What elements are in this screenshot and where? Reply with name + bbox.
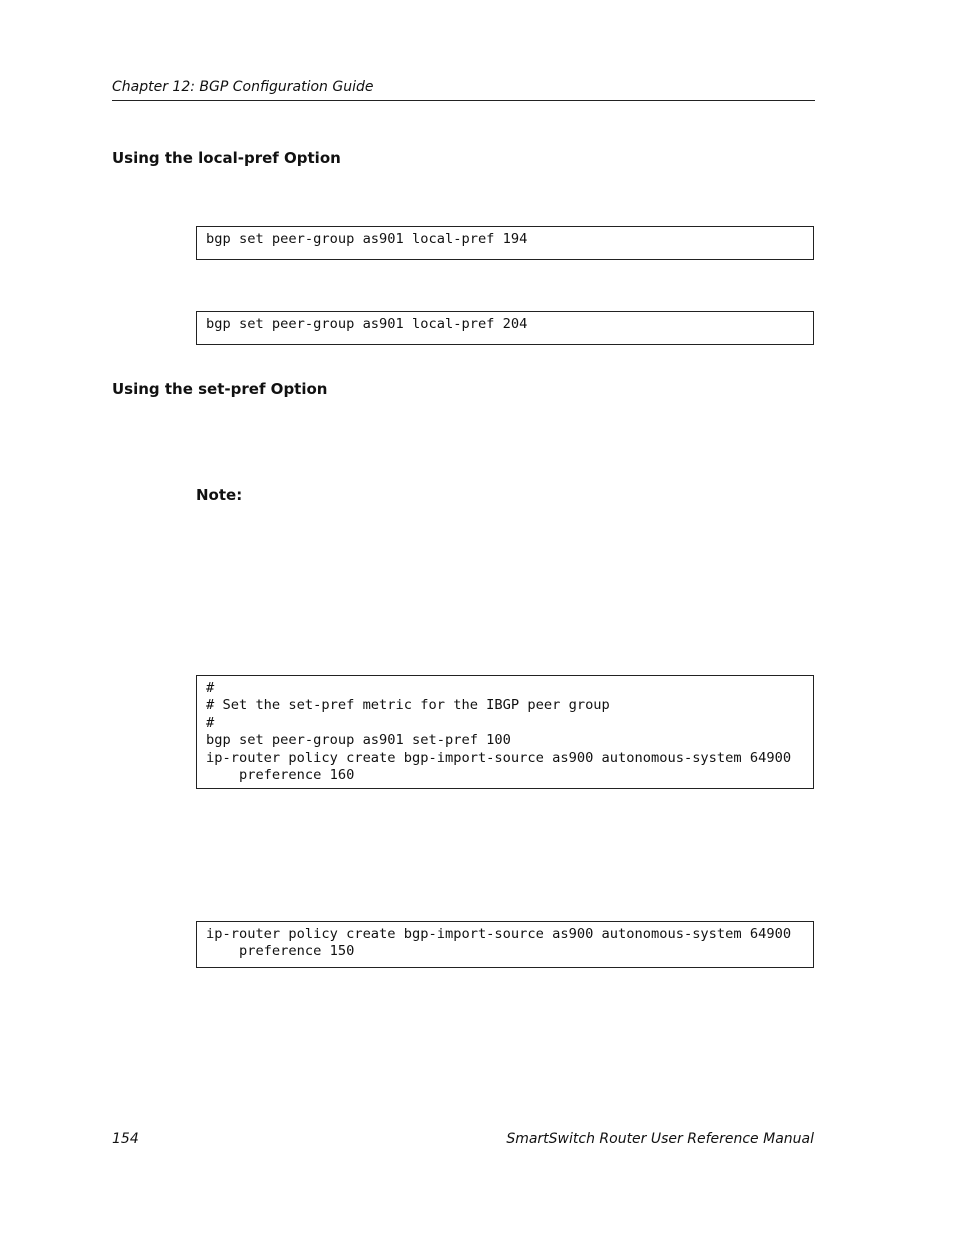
note-label: Note: — [196, 486, 243, 504]
code-block-local-pref-194 — [196, 226, 814, 260]
code-text: # # Set the set-pref metric for the IBGP peer group # bgp set peer-group as901 set-pref 100 ip-router policy create bgp-import-source as900 autonomous-system 64900 preference 160 — [206, 680, 792, 784]
page-number: 154 — [112, 1131, 139, 1147]
code-block-preference-150 — [196, 921, 814, 968]
header-divider — [112, 100, 815, 101]
code-text: bgp set peer-group as901 local-pref 204 — [206, 316, 528, 332]
code-text: ip-router policy create bgp-import-source as900 autonomous-system 64900 preference 150 — [206, 926, 792, 960]
manual-title: SmartSwitch Router User Reference Manual — [506, 1131, 814, 1147]
section-heading-set-pref: Using the set-pref Option — [112, 380, 328, 398]
chapter-title: Chapter 12: BGP Configuration Guide — [112, 79, 374, 95]
code-block-local-pref-204 — [196, 311, 814, 345]
code-text: bgp set peer-group as901 local-pref 194 — [206, 231, 528, 247]
code-block-set-pref-config — [196, 675, 814, 789]
section-heading-local-pref: Using the local-pref Option — [112, 149, 341, 167]
